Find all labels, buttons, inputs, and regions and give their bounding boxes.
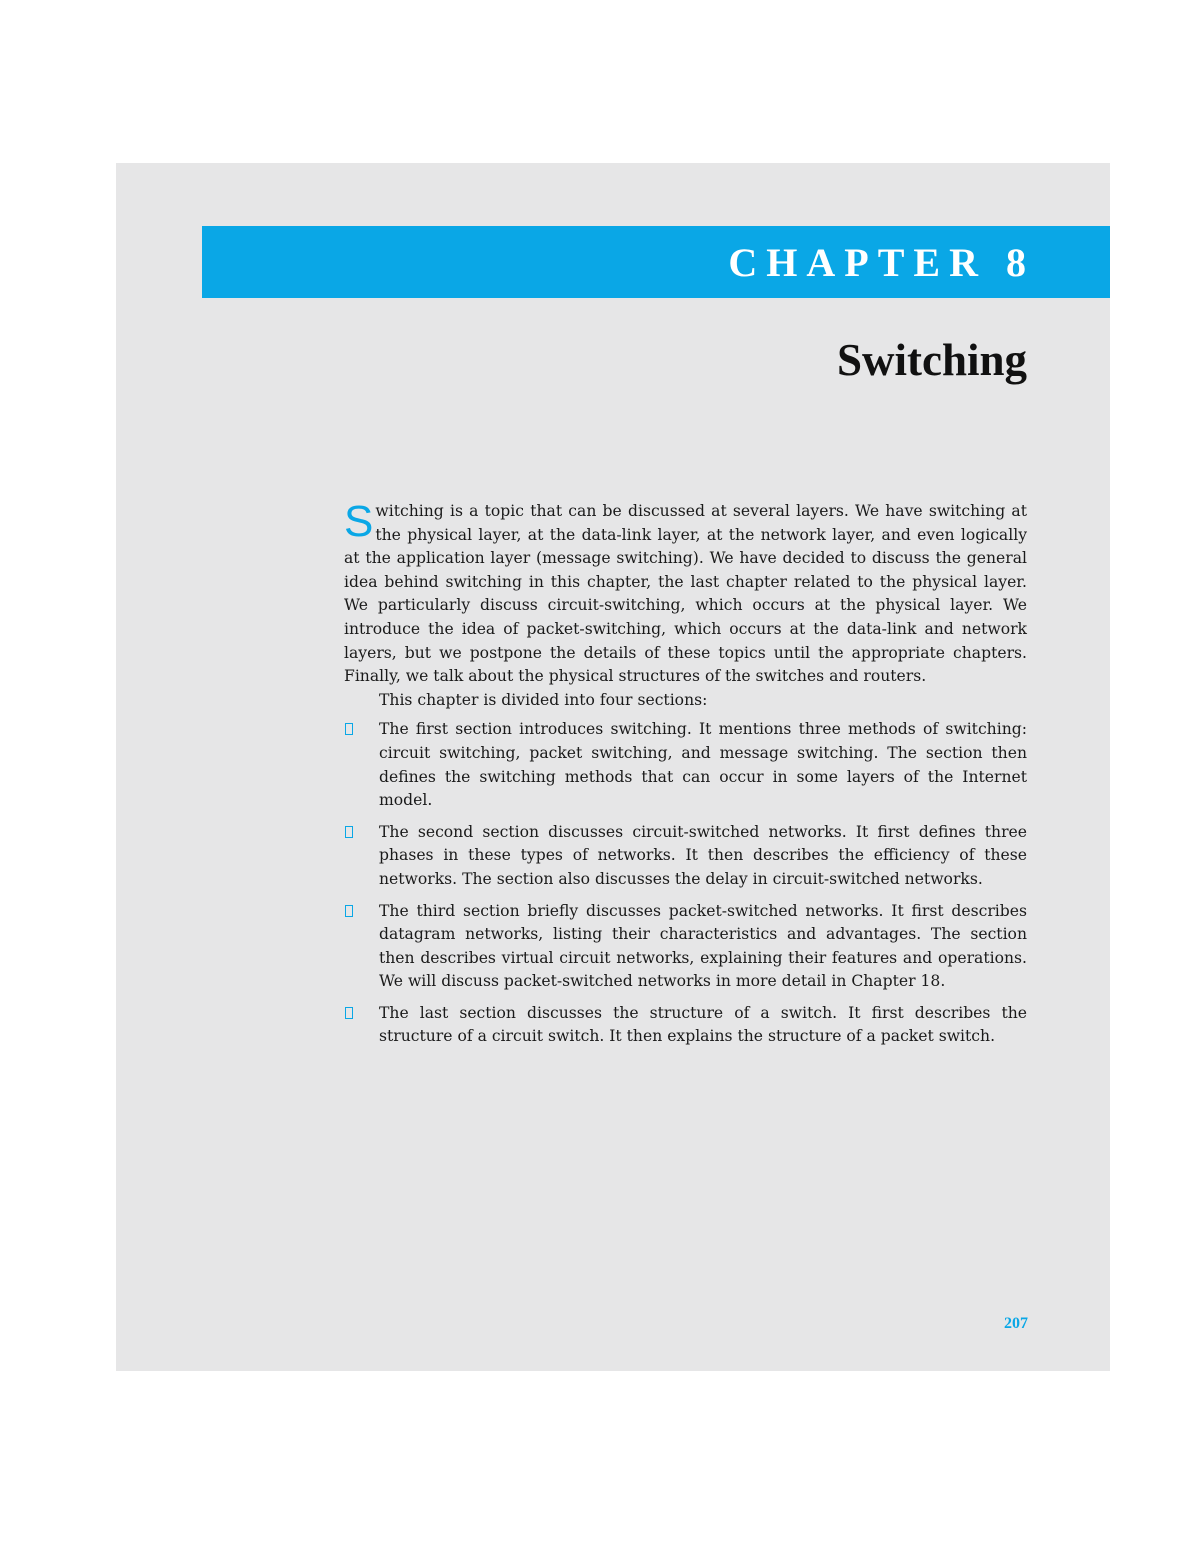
section-item-4 [344, 1002, 1027, 1049]
intro-paragraph [344, 497, 1027, 689]
section-text: The second section discusses circuit-switched networks. It first defines three phases in these types of networks. It then describes the efficiency of these networks. The section also discusses the delay in circuit-switched networks. [379, 822, 1027, 888]
sections-lead: This chapter is divided into four sections: [379, 690, 708, 709]
chapter-banner [202, 226, 1110, 298]
bullet-icon [345, 1007, 353, 1019]
bullet-icon [345, 723, 353, 735]
drop-cap: S [344, 497, 374, 546]
chapter-label: CHAPTER 8 [728, 239, 1035, 285]
section-text: The first section introduces switching. It mentions three methods of switching: circuit switching, packet switching, and message switching. The section then defines the switching methods that can occur in some layers of the Internet model. [379, 720, 1027, 810]
chapter-title: Switching [836, 335, 1027, 385]
section-item-3 [344, 900, 1027, 994]
bullet-icon [345, 826, 353, 838]
bullet-icon [345, 905, 353, 917]
section-item-2 [344, 821, 1027, 892]
section-text: The last section discusses the structure of a switch. It first describes the structure of a circuit switch. It then explains the structure of a packet switch. [379, 1003, 1027, 1046]
section-text: The third section briefly discusses packet-switched networks. It first describes datagram networks, listing their characteristics and advantages. The section then describes virtual circuit networks, explaining their features and operations. We will discuss packet-switched networks in more detail in Chapter 18. [379, 901, 1027, 991]
section-item-1 [344, 718, 1027, 812]
section-list [344, 718, 1027, 1049]
intro-text: witching is a topic that can be discussed at several layers. We have switching at the physical layer, at the data-link layer, at the network layer, and even logically at the application layer (message switching). We have decided to discuss the general idea behind switching in this chapter, the last chapter related to the physical layer. We particularly discuss circuit-switching, which occurs at the physical layer. We introduce the idea of packet-switching, which occurs at the data-link and network layers, but we postpone the details of these topics until the appropriate chapters. Finally, we talk about the physical structures of the switches and routers. [344, 502, 1027, 686]
chapter-introduction [344, 497, 1027, 1057]
page-number: 207 [1004, 1315, 1028, 1332]
